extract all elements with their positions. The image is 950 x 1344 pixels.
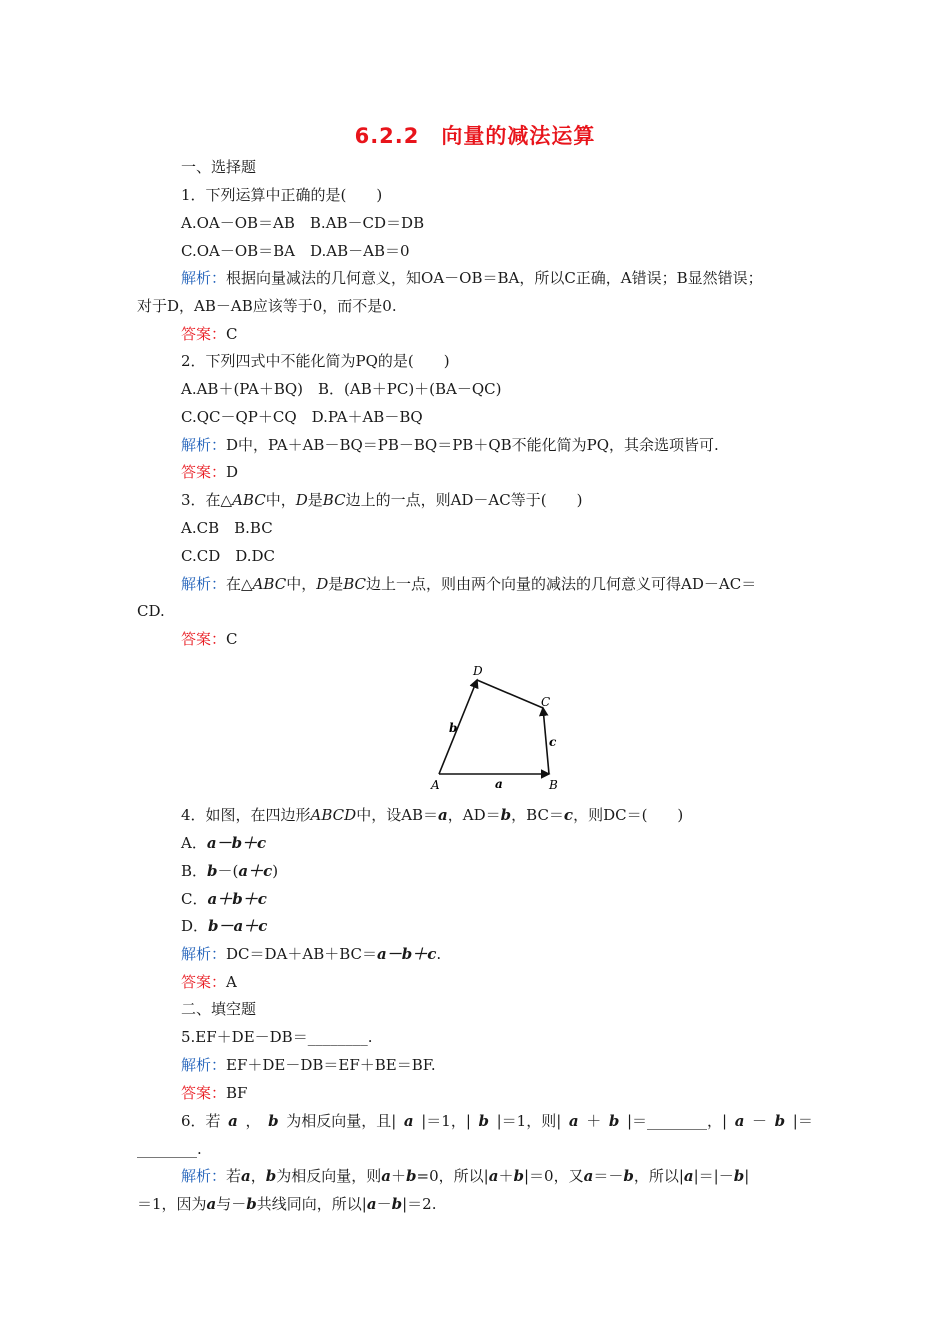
- text-run: b: [406, 1167, 417, 1185]
- text-run: 是: [307, 491, 323, 509]
- text-run: c: [563, 806, 574, 824]
- text-run: ，AD＝: [447, 806, 501, 824]
- text-run: a: [366, 1195, 377, 1213]
- quadrilateral-figure: [425, 660, 575, 794]
- answer-line: [181, 462, 238, 482]
- option-line: C.CD D.DC: [181, 547, 275, 565]
- explanation-line: [181, 1055, 436, 1075]
- text-run: 若: [226, 1167, 242, 1185]
- option-line: [181, 889, 267, 909]
- option-text: b－a＋c: [208, 917, 268, 935]
- explanation-label: 解析：: [181, 1167, 227, 1185]
- text-run: ，: [250, 1167, 266, 1185]
- option-label: D．: [181, 917, 209, 935]
- text-run: ，所以|: [633, 1167, 684, 1185]
- explanation-line: [181, 574, 756, 594]
- text-run: |: [744, 1167, 750, 1185]
- label-B: B: [549, 778, 558, 792]
- explanation-line: [181, 268, 763, 288]
- text-run: 共线同向，所以|: [256, 1195, 367, 1213]
- text-run: ，则DC＝( ): [573, 806, 684, 824]
- question-stem: [181, 490, 582, 510]
- label-vector-a: a: [495, 777, 503, 791]
- text-run: ，BC＝: [511, 806, 564, 824]
- explanation-line: [181, 944, 441, 964]
- answer-label: 答案：: [181, 325, 227, 343]
- option-label: A．: [181, 834, 207, 852]
- text-run: b: [733, 1167, 745, 1185]
- text-run: DC＝DA＋AB＋BC＝: [226, 945, 378, 963]
- question-stem: 1．下列运算中正确的是( ): [181, 186, 383, 204]
- explanation-text: D中，PA＋AB－BQ＝PB－BQ＝PB＋QB不能化简为PQ，其余选项皆可.: [226, 436, 719, 454]
- option-line: A.AB＋(PA＋BQ) B．(AB＋PC)＋(BA－QC): [181, 380, 502, 398]
- explanation-label: 解析：: [181, 1056, 227, 1074]
- text-run: |＝________，|: [626, 1112, 728, 1130]
- question-blank-line: ________.: [137, 1140, 202, 1158]
- option-line: [181, 833, 266, 853]
- text-run: b: [623, 1167, 634, 1185]
- explanation-label: 解析：: [181, 436, 227, 454]
- text-run: |＝1，则|: [496, 1112, 562, 1130]
- text-run: 在△: [226, 575, 253, 593]
- explanation-line: CD.: [137, 602, 165, 620]
- text-run: |＝|－: [693, 1167, 734, 1185]
- text-run: a: [488, 1167, 499, 1185]
- text-run: b: [774, 1112, 786, 1130]
- text-run: ABC: [252, 575, 287, 593]
- text-run: b: [500, 806, 512, 824]
- text-run: 中，: [265, 491, 296, 509]
- option-text: a＋b＋c: [207, 890, 267, 908]
- text-run: ＋: [498, 1167, 514, 1185]
- answer-value: BF: [226, 1084, 248, 1102]
- text-run: b: [265, 1167, 277, 1185]
- explanation-text: EF＋DE－DB＝EF＋BE＝BF.: [226, 1056, 436, 1074]
- text-run: ABC: [232, 491, 266, 509]
- text-run: 3．在△: [181, 491, 233, 509]
- text-run: 中，: [286, 575, 317, 593]
- text-run: D: [316, 575, 329, 593]
- explanation-line: [181, 1166, 749, 1186]
- text-run: b: [268, 1112, 279, 1130]
- section-heading: 二、填空题: [181, 1000, 257, 1018]
- text-run: |＝1，|: [421, 1112, 471, 1130]
- text-run: 为相反向量，且|: [286, 1112, 397, 1130]
- answer-label: 答案：: [181, 973, 227, 991]
- explanation-label: 解析：: [181, 945, 227, 963]
- answer-line: [181, 324, 238, 344]
- answer-line: [181, 972, 237, 992]
- text-run: b: [608, 1112, 620, 1130]
- text-run: a: [438, 806, 448, 824]
- text-run: 6．若: [181, 1112, 221, 1130]
- answer-value: A: [226, 973, 237, 991]
- text-run: a: [228, 1112, 238, 1130]
- answer-label: 答案：: [181, 1084, 227, 1102]
- explanation-line: [137, 1194, 436, 1214]
- text-run: 是: [328, 575, 344, 593]
- explanation-label: 解析：: [181, 575, 227, 593]
- answer-value: D: [226, 463, 239, 481]
- text-run: －(: [217, 862, 239, 880]
- text-run: b: [391, 1195, 403, 1213]
- text-run: a: [568, 1112, 579, 1130]
- option-text: a－b＋c: [206, 834, 267, 852]
- text-run: |＝: [792, 1112, 813, 1130]
- label-vector-b: b: [449, 721, 458, 735]
- text-run: ＋: [391, 1167, 407, 1185]
- text-run: ＝1，因为: [137, 1195, 207, 1213]
- text-run: b: [207, 862, 218, 880]
- answer-line: [181, 629, 238, 649]
- answer-label: 答案：: [181, 630, 227, 648]
- label-C: C: [541, 695, 551, 709]
- text-run: a: [206, 1195, 217, 1213]
- text-run: 4．如图，在四边形: [181, 806, 311, 824]
- page-title: 6.2.2 向量的减法运算: [354, 124, 596, 148]
- option-label: B．: [181, 862, 208, 880]
- text-run: a: [683, 1167, 694, 1185]
- text-run: ＝－: [593, 1167, 624, 1185]
- option-line: A.OA－OB＝AB B.AB－CD＝DB: [181, 214, 425, 232]
- explanation-line: 对于D，AB－AB应该等于0，而不是0.: [137, 297, 397, 315]
- text-run: ＋: [586, 1112, 602, 1130]
- text-run: 为相反向量，则: [276, 1167, 382, 1185]
- explanation-label: 解析：: [181, 269, 227, 287]
- text-run: D: [295, 491, 308, 509]
- text-run: a: [403, 1112, 414, 1130]
- text-run: |＝0，又: [523, 1167, 584, 1185]
- text-run: －: [752, 1112, 768, 1130]
- label-vector-c: c: [549, 735, 557, 749]
- text-run: ): [272, 862, 279, 880]
- option-line: [181, 861, 278, 881]
- text-run: BC: [322, 491, 346, 509]
- answer-value: C: [226, 630, 238, 648]
- explanation-line: [181, 435, 719, 455]
- text-run: ，: [245, 1112, 261, 1130]
- text-run: 边上一点，则由两个向量的减法的几何意义可得AD－AC＝: [366, 575, 757, 593]
- option-line: C.QC－QP＋CQ D.PA＋AB－BQ: [181, 408, 423, 426]
- answer-label: 答案：: [181, 463, 227, 481]
- answer-line: [181, 1083, 247, 1103]
- text-run: －: [376, 1195, 392, 1213]
- section-heading: 一、选择题: [181, 158, 257, 176]
- text-run: a: [734, 1112, 745, 1130]
- text-run: =0，所以|: [416, 1167, 489, 1185]
- text-run: 与－: [216, 1195, 247, 1213]
- text-run: b: [513, 1167, 524, 1185]
- option-label: C．: [181, 890, 208, 908]
- text-run: BC: [343, 575, 367, 593]
- text-run: a: [381, 1167, 392, 1185]
- segment-dc: [477, 680, 543, 708]
- option-line: C.OA－OB＝BA D.AB－AB＝0: [181, 242, 410, 260]
- explanation-text: 根据向量减法的几何意义，知OA－OB＝BA，所以C正确，A错误；B显然错误；: [226, 269, 763, 287]
- text-run: a＋c: [238, 862, 273, 880]
- label-A: A: [431, 778, 440, 792]
- question-stem: 5.EF＋DE－DB＝________.: [181, 1028, 373, 1046]
- vector-b-line: [439, 680, 477, 774]
- text-run: 边上的一点，则AD－AC等于( ): [345, 491, 583, 509]
- text-run: 中，设AB＝: [356, 806, 439, 824]
- text-run: ABCD: [310, 806, 357, 824]
- label-D: D: [473, 664, 483, 678]
- text-run: .: [436, 945, 442, 963]
- text-run: a－b＋c: [377, 945, 437, 963]
- option-line: [181, 916, 267, 936]
- text-run: |＝2.: [402, 1195, 437, 1213]
- text-run: b: [246, 1195, 257, 1213]
- question-stem: 2．下列四式中不能化简为PQ的是( ): [181, 352, 450, 370]
- text-run: a: [583, 1167, 594, 1185]
- answer-value: C: [226, 325, 238, 343]
- option-line: A.CB B.BC: [181, 519, 273, 537]
- question-stem: [181, 805, 683, 825]
- text-run: a: [241, 1167, 251, 1185]
- text-run: b: [478, 1112, 490, 1130]
- question-stem: [181, 1111, 813, 1131]
